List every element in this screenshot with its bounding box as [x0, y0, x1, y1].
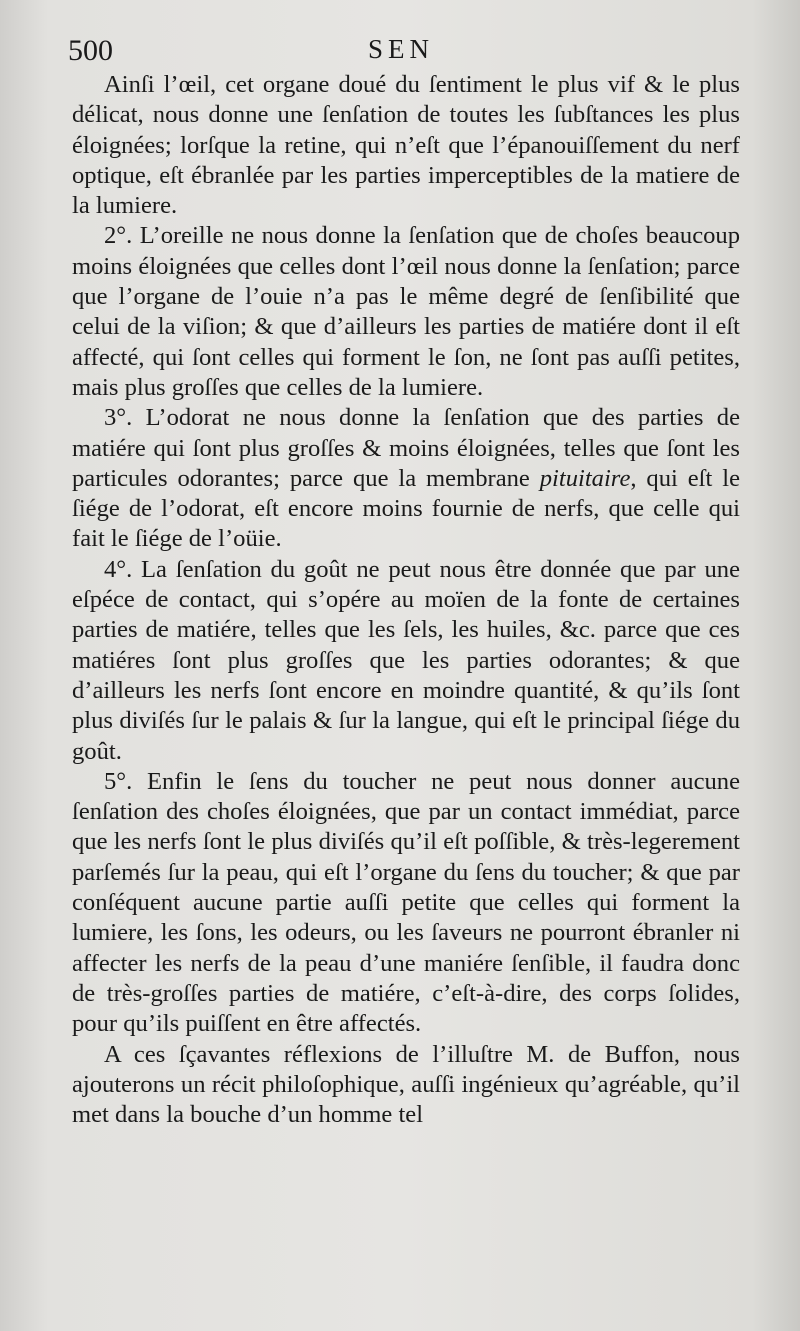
paragraph-hearing: 2°. L’oreille ne nous donne la ſenſation que de choſes beaucoup moins éloignées que celles dont l’œil nous donne la ſenſation; parce que l’organe de l’ouie n’a pas le même degré de ſenſibilité que celui de la viſion; & que d’ailleurs les parties de matiére dont il eſt affecté, qui ſont celles qui forment le ſon, ne ſont pas auſſi petites, mais plus groſſes que celles de la lumiere. — [72, 222, 740, 401]
page-number: 500 — [68, 34, 113, 67]
paragraph-sight: Ainſi l’œil, cet organe doué du ſentiment le plus vif & le plus délicat, nous donne une ſenſation de toutes les ſubſtances les plus éloignées; lorſque la retine, qui n’eſt que l’épanouiſſement du nerf optique, eſt ébranlée par les parties imperceptibles de la matiere de la lumiere. — [72, 71, 740, 220]
page-header — [68, 34, 740, 70]
running-head: SEN — [368, 34, 435, 64]
italic-term-pituitaire: pituitaire — [539, 464, 631, 492]
paragraph-touch: 5°. Enfin le ſens du toucher ne peut nous donner aucune ſenſation des choſes éloignées, que par un contact immédiat, parce que les nerfs ſont le plus diviſés qu’il eſt poſſible, & très-legerement parſemés ſur la peau, qui eſt l’organe du ſens du toucher; & que par conſéquent aucune partie auſſi petite que celles qui forment la lumiere, les ſons, les odeurs, ou les ſaveurs ne pourront ébranler ni affecter les nerfs de la peau d’une maniére ſenſible, il faudra donc de très-groſſes parties de matiére, c’eſt-à-dire, des corps ſolides, pour qu’ils puiſſent en être affectés. — [72, 767, 740, 1038]
paragraph-smell — [72, 403, 740, 554]
paragraph-smell-text-end: , qui eſt le ſiége de l’odorat, eſt encore moins fournie de nerfs, que celle qui fait le ſiége de l’oüie. — [72, 464, 740, 553]
paragraph-smell-text-start: 3°. L’odorat ne nous donne la ſenſation que des parties de matiére qui ſont plus groſſes & moins éloignées, telles que ſont les particules odorantes; parce que la membrane — [72, 404, 740, 492]
body-text — [72, 70, 740, 1130]
paragraph-taste: 4°. La ſenſation du goût ne peut nous être donnée que par une eſpéce de contact, qui s’opére au moïen de la fonte de certaines parties de matiére, telles que les ſels, les huiles, &c. parce que ces matiéres ſont plus groſſes que les parties odorantes; & que d’ailleurs les nerfs ſont encore en moindre quantité, & qu’ils ſont plus diviſés ſur le palais & ſur la langue, qui eſt le principal ſiége du goût. — [72, 555, 740, 765]
paragraph-buffon: A ces ſçavantes réflexions de l’illuſtre M. de Buffon, nous ajouterons un récit philoſophique, auſſi ingénieux qu’agréable, qu’il met dans la bouche d’un homme tel — [72, 1040, 740, 1129]
